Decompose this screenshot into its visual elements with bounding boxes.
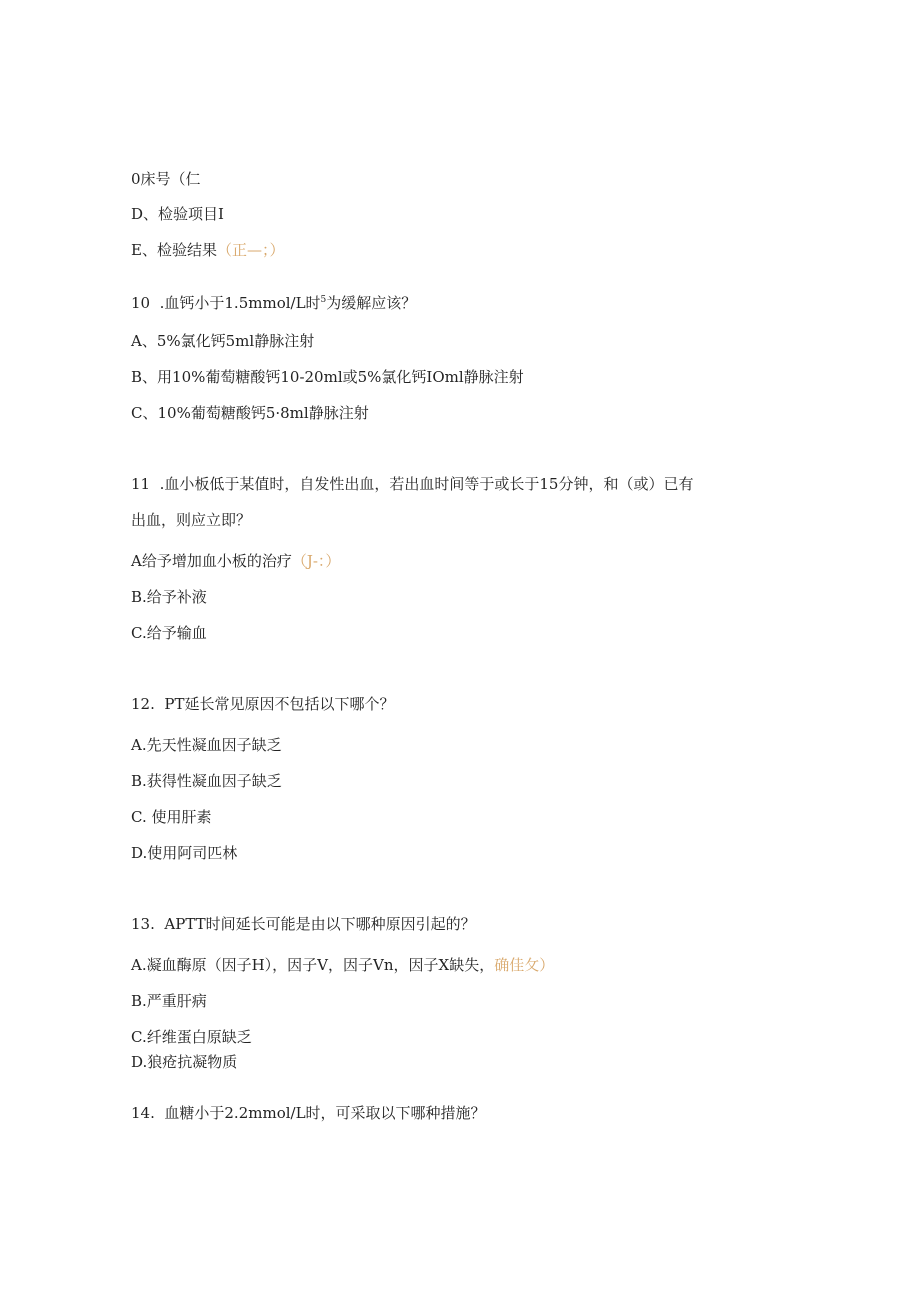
question-12-option-a: A.先天性凝血因子缺乏 — [131, 736, 282, 754]
question-13-option-a — [131, 955, 554, 975]
question-10-option-c: C、10%葡萄糖酸钙5·8ml静脉注射 — [131, 404, 369, 422]
question-13-option-d: D.狼疮抗凝物质 — [131, 1053, 238, 1071]
question-13-option-b: B.严重肝病 — [131, 992, 207, 1010]
question-11-line-2: 出血，则应立即？ — [131, 511, 252, 529]
answer-hint: 确佳攵） — [494, 956, 555, 974]
question-11-option-b: B.给予补液 — [131, 588, 207, 606]
option-text: A.凝血酶原（因子H），因子V，因子Vn，因子X缺失， — [131, 956, 495, 974]
question-text-rest: 为缓解应该？ — [326, 294, 417, 312]
question-12: 12. PT延长常见原因不包括以下哪个？ — [131, 695, 395, 713]
question-14: 14. 血糖小于2.2mmol/L时，可采取以下哪种措施？ — [131, 1104, 486, 1122]
question-text: 10 .血钙小于1.5mmol/L时 — [131, 294, 321, 312]
question-10-option-b: B、用10%葡萄糖酸钙10-20ml或5%氯化钙IOml静脉注射 — [131, 368, 524, 386]
option-bed-number: 0床号（仁 — [131, 170, 201, 188]
question-12-option-b: B.获得性凝血因子缺乏 — [131, 772, 282, 790]
question-10 — [131, 290, 416, 313]
answer-hint: （正—；） — [216, 241, 285, 259]
superscript-note: 5 — [320, 295, 327, 305]
option-text: E、检验结果 — [131, 241, 217, 259]
question-11-line-1: 11 .血小板低于某值时，自发性出血，若出血时间等于或长于15分钟，和（或）已有 — [131, 475, 694, 493]
option-text: A给予增加血小板的治疗 — [131, 552, 292, 570]
question-11-option-a — [131, 551, 340, 571]
option-e-test-result — [131, 240, 284, 260]
question-12-option-c: C. 使用肝素 — [131, 808, 212, 826]
question-13: 13. APTT时间延长可能是由以下哪种原因引起的？ — [131, 915, 476, 933]
question-13-option-c: C.纤维蛋白原缺乏 — [131, 1028, 252, 1046]
question-11-option-c: C.给予输血 — [131, 624, 207, 642]
question-12-option-d: D.使用阿司匹林 — [131, 844, 238, 862]
option-d-test-item: D、检验项目I — [131, 205, 224, 223]
answer-hint: （J-：） — [291, 552, 341, 570]
question-10-option-a: A、5%氯化钙5ml静脉注射 — [131, 332, 315, 350]
